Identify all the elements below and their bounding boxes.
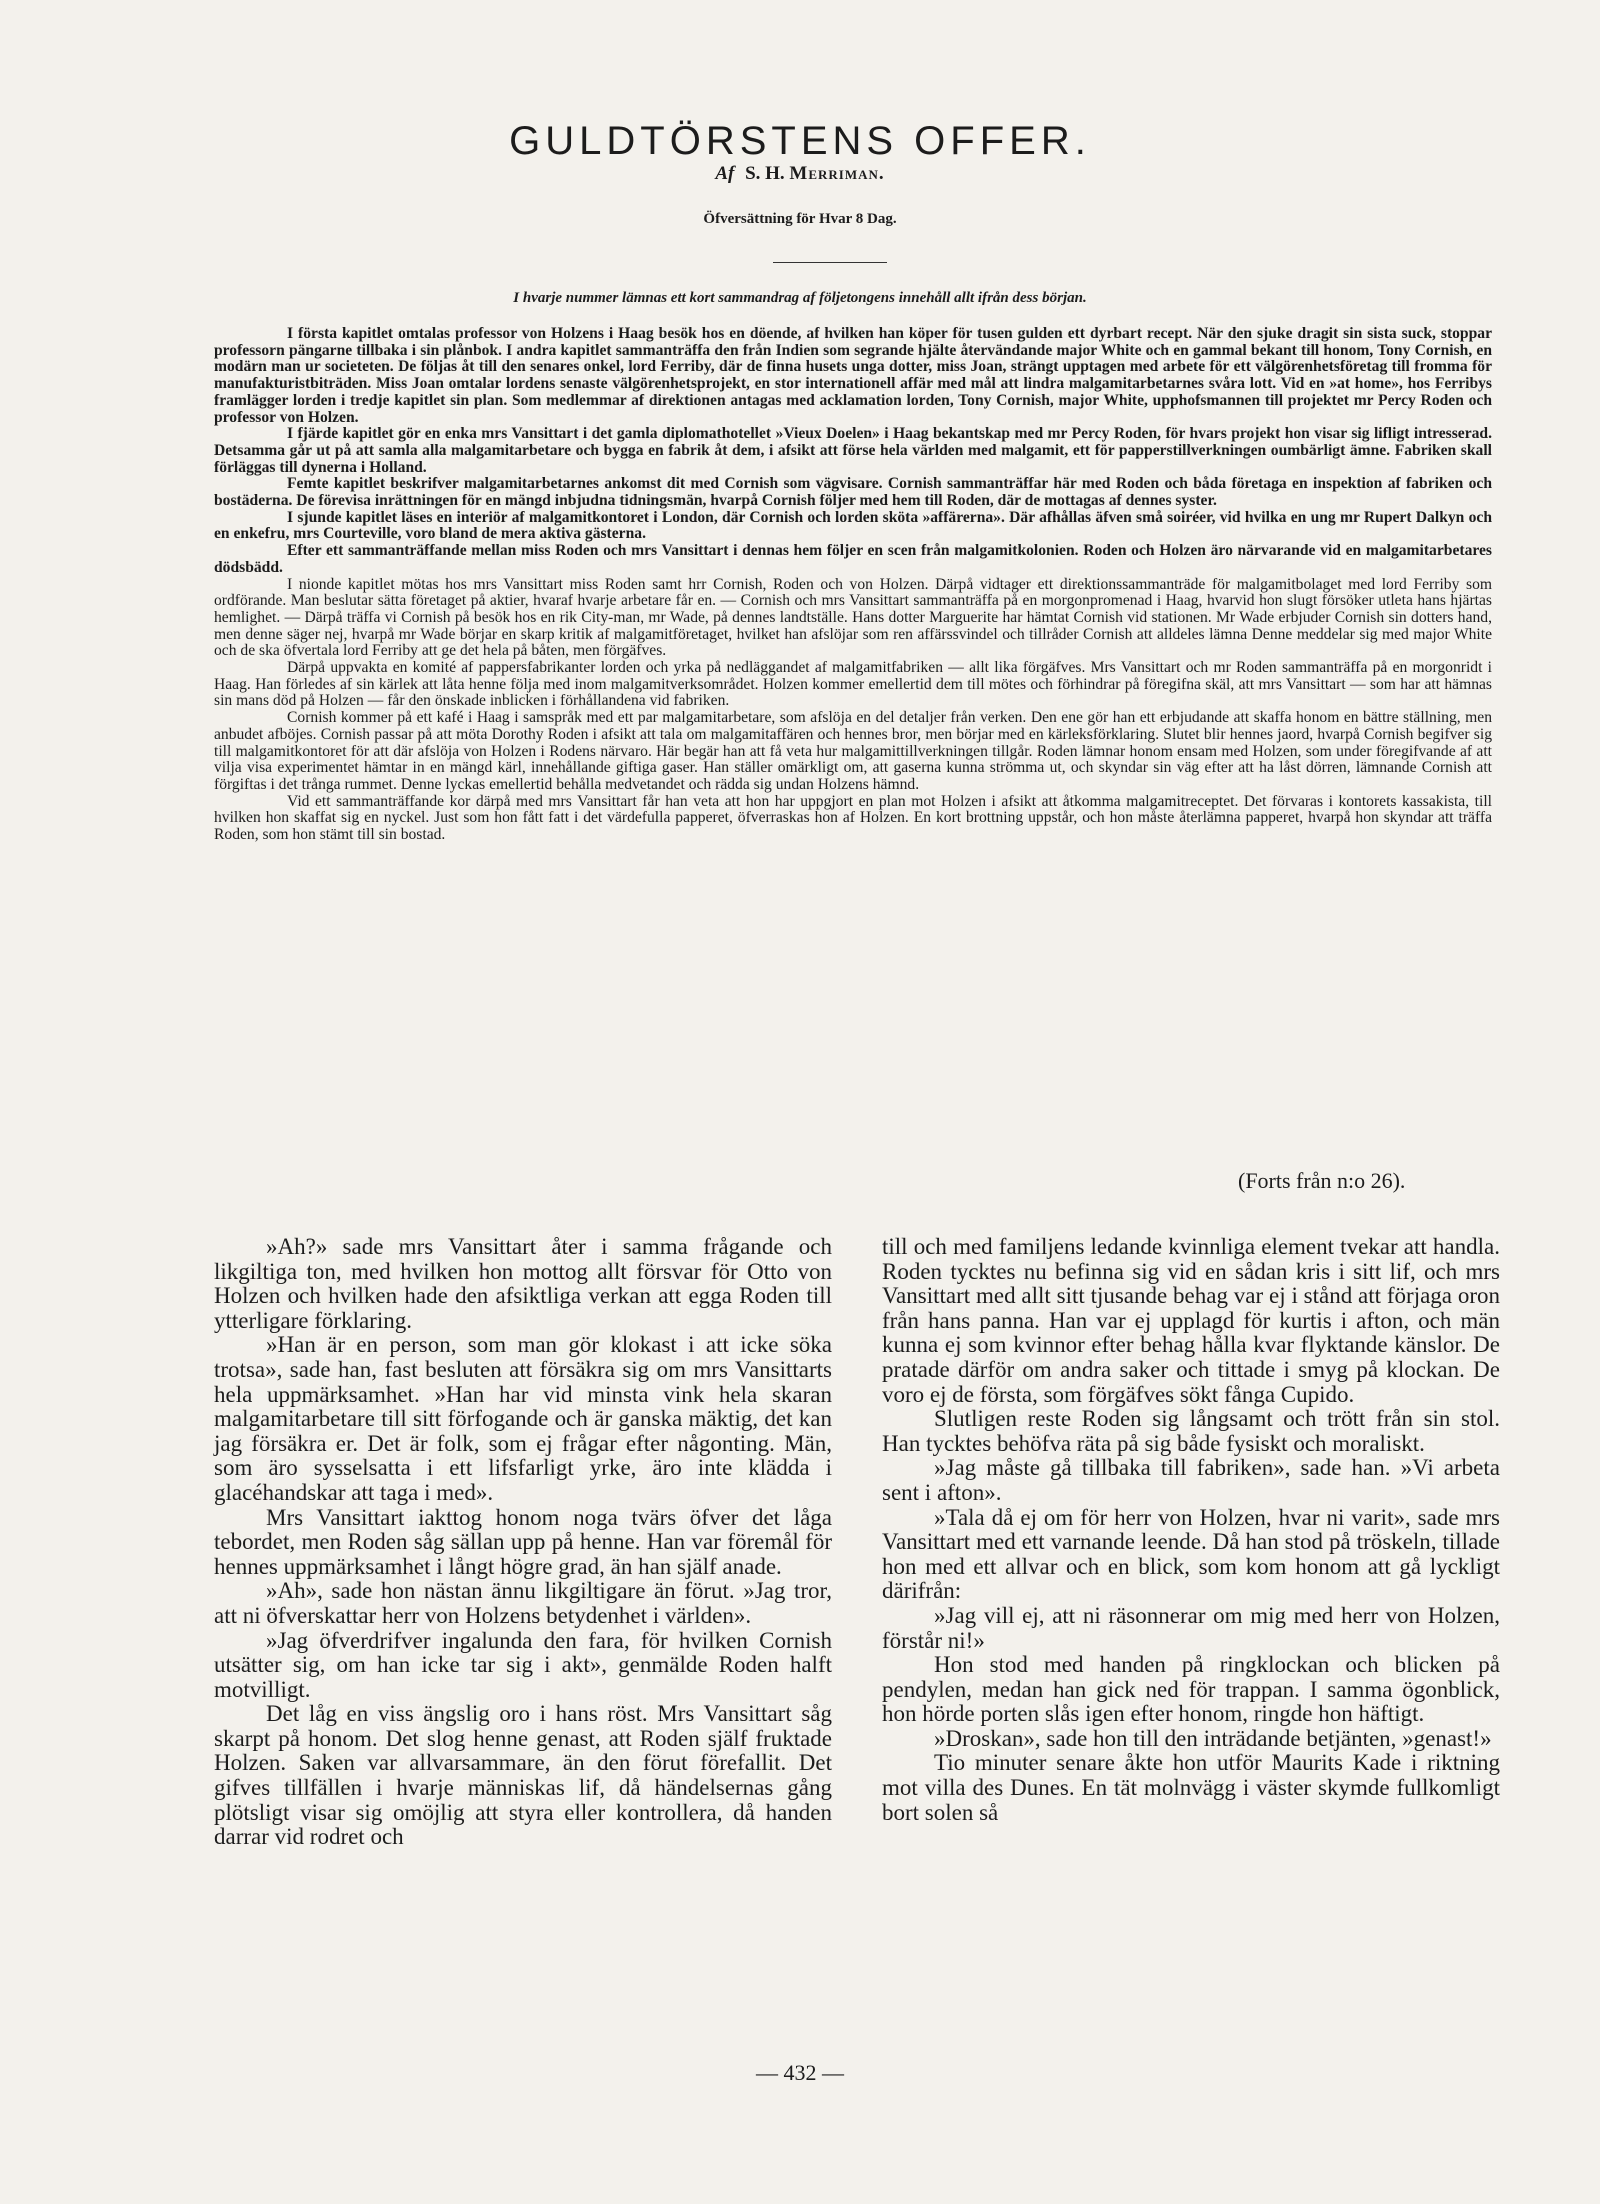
page-number: — 432 —: [756, 2060, 844, 2085]
body-paragraph: »Ah», sade hon nästan ännu likgiltigare än förut. »Jag tror, att ni öfverskattar herr von Holzens betydenhet i världen».: [214, 1578, 832, 1628]
title-divider: [773, 262, 887, 263]
body-paragraph: »Jag måste gå tillbaka till fabriken», sade han. »Vi arbeta sent i afton».: [882, 1455, 1500, 1505]
body-paragraph: Mrs Vansittart iakttog honom noga tvärs öfver det låga tebordet, men Roden såg sällan upp på henne. Han var föremål för hennes uppmärksamhet i långt högre grad, än han själf anade.: [214, 1504, 832, 1579]
article-title: GULDTÖRSTENS OFFER.: [509, 118, 1091, 163]
body-paragraph: Tio minuter senare åkte hon utför Maurits Kade i riktning mot villa des Dunes. En tät molnvägg i väster skymde fullkomligt bort solen så: [882, 1750, 1500, 1825]
byline-prefix: Af: [715, 163, 735, 184]
body-paragraph: Slutligen reste Roden sig långsamt och trött från sin stol. Han tycktes behöfva räta på sig både fysiskt och moraliskt.: [882, 1406, 1500, 1456]
body-column-left: [214, 1235, 832, 1850]
author-surname: Merriman.: [789, 163, 885, 184]
body-paragraph: »Tala då ej om för herr von Holzen, hvar ni varit», sade mrs Vansittart med ett varnande leende. Då han stod på tröskeln, tillade hon med ett allvar och en blick, som kom honom att gå lyckligt därifrån:: [882, 1504, 1500, 1604]
synopsis-paragraph: I första kapitlet omtalas professor von Holzens i Haag besök hos en döende, af hvilken han köper för tusen gulden ett dyrbart recept. När den sjuke dragit sin sista suck, stoppar professorn pängarne tillbaka i sin plånbok. I andra kapitlet sammanträffa den från Indien som segrande hjälte återvändande major White och en gammal bekant till honom, Tony Cornish, en modärn man ur societeten. De följas åt till den senares onkel, lord Ferriby, där de finna husets unga dotter, miss Joan, strängt upptagen med arbete för ett välgörenhetsföretag till fromma för manufakturistbiträden. Miss Joan omtalar lordens senaste välgörenhetsprojekt, en stor internationell affär med mål att lindra malgamitarbetarnes svåra lott. Vid en »at home», hos Ferribys framlägger lorden i tredje kapitlet sin plan. Som medlemmar af direktionen antagas med acklamation lorden, Tony Cornish, major White, upphofsmannen till projektet mr Percy Roden och professor von Holzen.: [214, 325, 1492, 426]
body-paragraph: »Ah?» sade mrs Vansittart åter i samma frågande och likgiltiga ton, med hvilken hon mottog allt försvar för Otto von Holzen och hvilken hade den afsiktliga verkan att egga Roden till ytterligare förklaring.: [214, 1234, 832, 1333]
body-paragraph: »Droskan», sade hon till den inträdande betjänten, »genast!»: [934, 1725, 1492, 1751]
synopsis-paragraph: I nionde kapitlet mötas hos mrs Vansittart miss Roden samt hrr Cornish, Roden och von Holzen. Därpå vidtager ett direktionssammanträde för malgamitbolaget med lord Ferriby som ordförande. Man beslutar sätta företaget på aktier, hvaraf hvarje arbetare får en. — Cornish och mrs Vansittart sammanträffa på en morgonpromenad i Haag, hvarvid hon slugt försöker utleta hans hjärtas hemlighet. — Därpå träffa vi Cornish på besök hos en rik City-man, mr Wade, på dennes landtställe. Hans dotter Marguerite har hämtat Cornish vid stationen. Mr Wade erbjuder Cornish sin dotters hand, men denne säger nej, hvarpå mr Wade börjar en skarp kritik af malgamitföretaget, hvilket han afslöjar som ren affärssvindel och tillråder Cornish att alldeles lämna Denne meddelar sig med major White och de ska öfvertala lord Ferriby att ge det hela på båten, men förgäfves.: [214, 575, 1492, 660]
body-paragraph: »Han är en person, som man gör klokast i att icke söka trotsa», sade han, fast besluten att försäkra sig om mrs Vansittarts hela uppmärksamhet. »Han har vid minsta vink hela skaran malgamitarbetare till sitt förfogande och är ganska mäktig, det kan jag försäkra er. Det är folk, som ej frågar efter någonting. Män, som äro sysselsatta i ett lifsfarligt yrke, äro inte klädda i glacéhandskar att taga i med».: [214, 1332, 832, 1505]
synopsis-paragraph: Därpå uppvakta en komité af pappersfabrikanter lorden och yrka på nedläggandet af malgamitfabriken — allt lika förgäfves. Mrs Vansittart och mr Roden sammanträffa på en morgonridt i Haag. Han förledes af sin kärlek att låta henne följa med inom malgamitverksområdet. Holzen kommer emellertid dem till mötes och förhindrar på föregifna skäl, att mrs Vansittart — som har att hämnas sin mans död på Holzen — får den önskade inblicken i förhållandena vid fabriken.: [214, 659, 1492, 710]
synopsis-paragraph: Cornish kommer på ett kafé i Haag i samspråk med ett par malgamitarbetare, som afslöja en del detaljer från verken. Den ene gör han ett erbjudande att skaffa honom en bättre ställning, men anbudet afböjes. Cornish passar på att möta Dorothy Roden i afsikt att tala om malgamitaffären och hennes bror, men börjar med en kärleksförklaring. Slutet blir hennes jaord, hvarpå Cornish begifver sig till malgamitkontoret för att där afslöja von Holzen i Rodens närvaro. Här begär han att få veta hur malgamittillverkningen tillgår. Roden lämnar honom ensam med Holzen, som under föregifvande af att vilja visa experimentet hämtar in en mängd kärl, innehållande giftiga gaser. Han ställer omärkligt om, att gaserna kunna strömma ut, och skyndar sin väg efter att ha låst dörren, lämnande Cornish att förgiftas i det trånga rummet. Denne lyckas emellertid behålla medvetandet och rädda sig undan Holzens hämnd.: [214, 709, 1492, 793]
body-paragraph: Det låg en viss ängslig oro i hans röst. Mrs Vansittart såg skarpt på honom. Det slog henne genast, att Roden själf fruktade Holzen. Saken var allvarsammare, än den förut förefallit. Det gifves tillfällen i hvarje människas lif, då händelsernas gång plötsligt visar sig omöjlig att styra eller kontrollera, då handen darrar vid rodret och: [214, 1701, 832, 1850]
translation-note: Öfversättning för Hvar 8 Dag.: [703, 211, 897, 227]
body-paragraph: Hon stod med handen på ringklockan och blicken på pendylen, medan han gick ned för trappan. I samma ögonblick, hon hörde porten slås igen efter honom, ringde hon häftigt.: [882, 1652, 1500, 1727]
body-paragraph: »Jag öfverdrifver ingalunda den fara, för hvilken Cornish utsätter sig, om han icke tar sig i akt», genmälde Roden halft motvilligt.: [214, 1627, 832, 1702]
synopsis-paragraph: Efter ett sammanträffande mellan miss Roden och mrs Vansittart i dennas hem följer en scen från malgamitkolonien. Roden och Holzen äro närvarande vid en malgamitarbetares dödsbädd.: [214, 542, 1492, 576]
synopsis-paragraph: Femte kapitlet beskrifver malgamitarbetarnes ankomst dit med Cornish som vägvisare. Cornish sammanträffar här med Roden och båda företaga en inspektion af fabriken och bostäderna. De förevisa inrättningen för en mängd inbjudna tidningsmän, hvarpå Cornish följer med hem till Roden, där de mottagas af dennes syster.: [214, 475, 1492, 510]
continued-note: (Forts från n:o 26).: [1238, 1168, 1406, 1193]
synopsis-block: [214, 326, 1492, 844]
body-paragraph: till och med familjens ledande kvinnliga element tvekar att handla. Roden tycktes nu befinna sig vid en sådan kris i sitt lif, och mrs Vansittart med allt sitt tjusande behag var ej i stånd att förjaga oron från hans panna. Han var ej upplagd för kurtis i afton, och män kunna ej som kvinnor efter behag hålla kvar flyktande känslor. De pratade därför om andra saker och tittade i smyg på klockan. De voro ej de första, som förgäfves sökt fånga Cupido.: [882, 1234, 1500, 1407]
author-initials: S. H.: [745, 163, 785, 184]
synopsis-paragraph: I fjärde kapitlet gör en enka mrs Vansittart i det gamla diplomathotellet »Vieux Doelen» i Haag bekantskap med mr Percy Roden, för hvars projekt hon visar sig lifligt intresserad. Detsamma går ut på att samla alla malgamitarbetare och bygga en fabrik åt dem, i afsikt att förse hela världen med malgamit, ett för papperstillverkningen oumbärligt ämne. Fabriken skall förläggas till dynerna i Holland.: [214, 425, 1492, 476]
body-column-right: [882, 1235, 1500, 1825]
synopsis-paragraph: Vid ett sammanträffande kor därpå med mrs Vansittart får han veta att hon har uppgjort en plan mot Holzen i afsikt att åtkomma malgamitreceptet. Det förvaras i kontorets kassakista, till hvilken hon skaffat sig en nyckel. Just som hon fått fatt i det värdefulla papperet, öfverraskas hon af Holzen. En kort brottning uppstår, och hon måste återlämna papperet, hvarpå hon skyndar att träffa Roden, som hon stämt till sin bostad.: [214, 792, 1492, 844]
author-byline: [0, 163, 1600, 185]
recap-note: I hvarje nummer lämnas ett kort sammandrag af följetongens innehåll allt ifrån dess början.: [513, 290, 1087, 306]
synopsis-paragraph: I sjunde kapitlet läses en interiör af malgamitkontoret i London, där Cornish och lorden sköta »affärerna». Där afhållas äfven små soiréer, vid hvilka en ung mr Rupert Dalkyn och en enkefru, mrs Courteville, voro bland de mera aktiva gästerna.: [214, 508, 1492, 543]
body-paragraph: »Jag vill ej, att ni räsonnerar om mig med herr von Holzen, förstår ni!»: [882, 1602, 1500, 1653]
